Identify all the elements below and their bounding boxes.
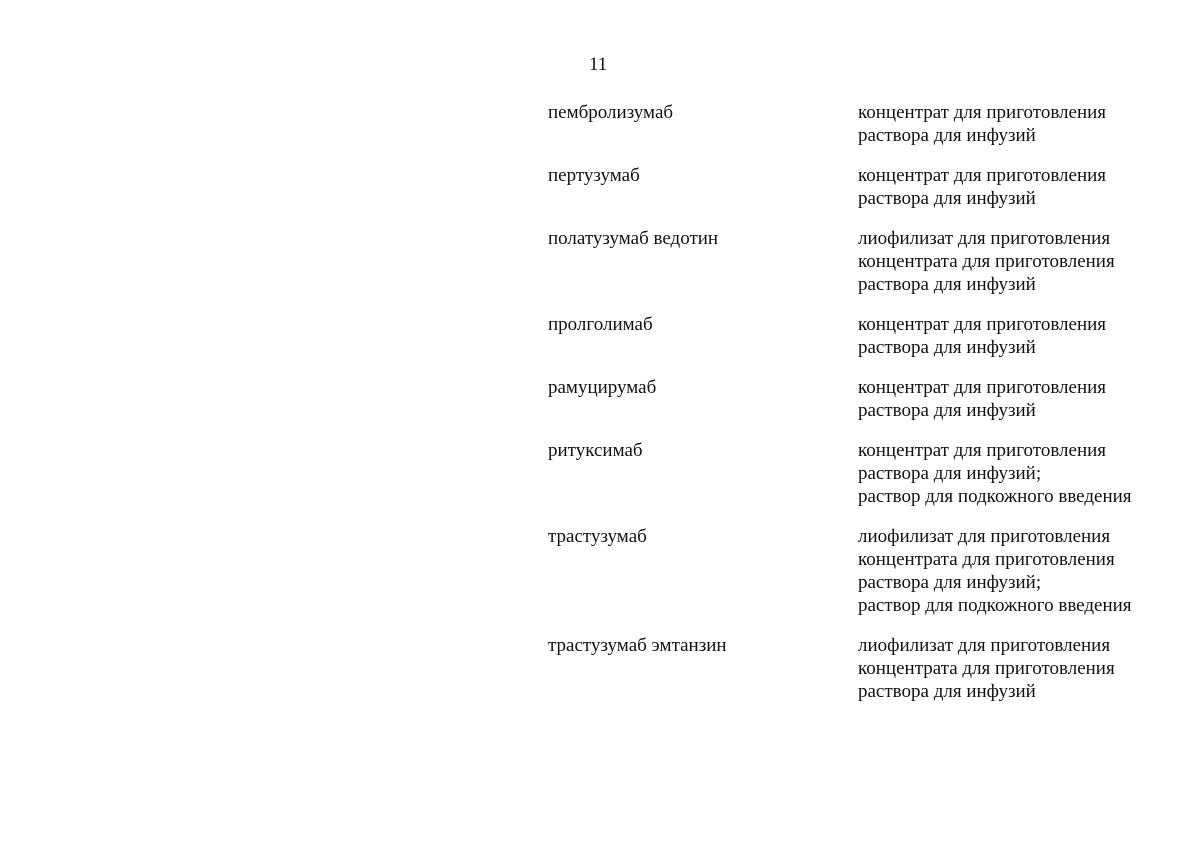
dosage-forms bbox=[858, 376, 1178, 422]
dosage-form-line: концентрат для приготовления bbox=[858, 314, 1107, 335]
dosage-form-line: концентрата для приготовления bbox=[858, 549, 1115, 570]
dosage-forms bbox=[858, 634, 1178, 703]
dosage-form-line: лиофилизат для приготовления bbox=[858, 228, 1111, 249]
dosage-form-line: раствора для инфузий bbox=[858, 337, 1036, 358]
dosage-form-line: раствора для инфузий bbox=[858, 125, 1036, 146]
drug-entry bbox=[548, 439, 1178, 508]
drug-name: полатузумаб ведотин bbox=[548, 228, 719, 249]
dosage-form-line: раствора для инфузий; bbox=[858, 463, 1042, 484]
dosage-form-line: концентрата для приготовления bbox=[858, 251, 1115, 272]
drug-entry bbox=[548, 101, 1178, 147]
dosage-form-line: концентрат для приготовления bbox=[858, 377, 1107, 398]
drug-entry bbox=[548, 164, 1178, 210]
dosage-form-line: раствора для инфузий bbox=[858, 274, 1036, 295]
dosage-forms bbox=[858, 439, 1178, 508]
drug-name: трастузумаб эмтанзин bbox=[548, 635, 727, 656]
drug-name: ритуксимаб bbox=[548, 440, 643, 461]
dosage-form-line: раствор для подкожного введения bbox=[858, 595, 1132, 616]
dosage-form-line: раствора для инфузий bbox=[858, 681, 1036, 702]
drug-entry bbox=[548, 313, 1178, 359]
drug-name: трастузумаб bbox=[548, 526, 647, 547]
dosage-form-line: концентрат для приготовления bbox=[858, 102, 1107, 123]
dosage-forms bbox=[858, 227, 1178, 296]
drug-entry bbox=[548, 227, 1178, 296]
page-number: 11 bbox=[589, 54, 608, 75]
dosage-form-line: раствора для инфузий bbox=[858, 400, 1036, 421]
dosage-forms bbox=[858, 525, 1178, 617]
dosage-forms bbox=[858, 164, 1178, 210]
dosage-forms bbox=[858, 313, 1178, 359]
drug-list bbox=[548, 101, 1178, 703]
dosage-form-line: лиофилизат для приготовления bbox=[858, 635, 1111, 656]
drug-name: рамуцирумаб bbox=[548, 377, 657, 398]
dosage-form-line: раствор для подкожного введения bbox=[858, 486, 1132, 507]
dosage-form-line: концентрат для приготовления bbox=[858, 165, 1107, 186]
dosage-form-line: раствора для инфузий; bbox=[858, 572, 1042, 593]
drug-name: пембролизумаб bbox=[548, 102, 674, 123]
drug-entry bbox=[548, 376, 1178, 422]
dosage-form-line: раствора для инфузий bbox=[858, 188, 1036, 209]
dosage-form-line: концентрат для приготовления bbox=[858, 440, 1107, 461]
dosage-forms bbox=[858, 101, 1178, 147]
drug-name: пролголимаб bbox=[548, 314, 653, 335]
drug-entry bbox=[548, 634, 1178, 703]
drug-entry bbox=[548, 525, 1178, 617]
drug-name: пертузумаб bbox=[548, 165, 640, 186]
dosage-form-line: лиофилизат для приготовления bbox=[858, 526, 1111, 547]
dosage-form-line: концентрата для приготовления bbox=[858, 658, 1115, 679]
